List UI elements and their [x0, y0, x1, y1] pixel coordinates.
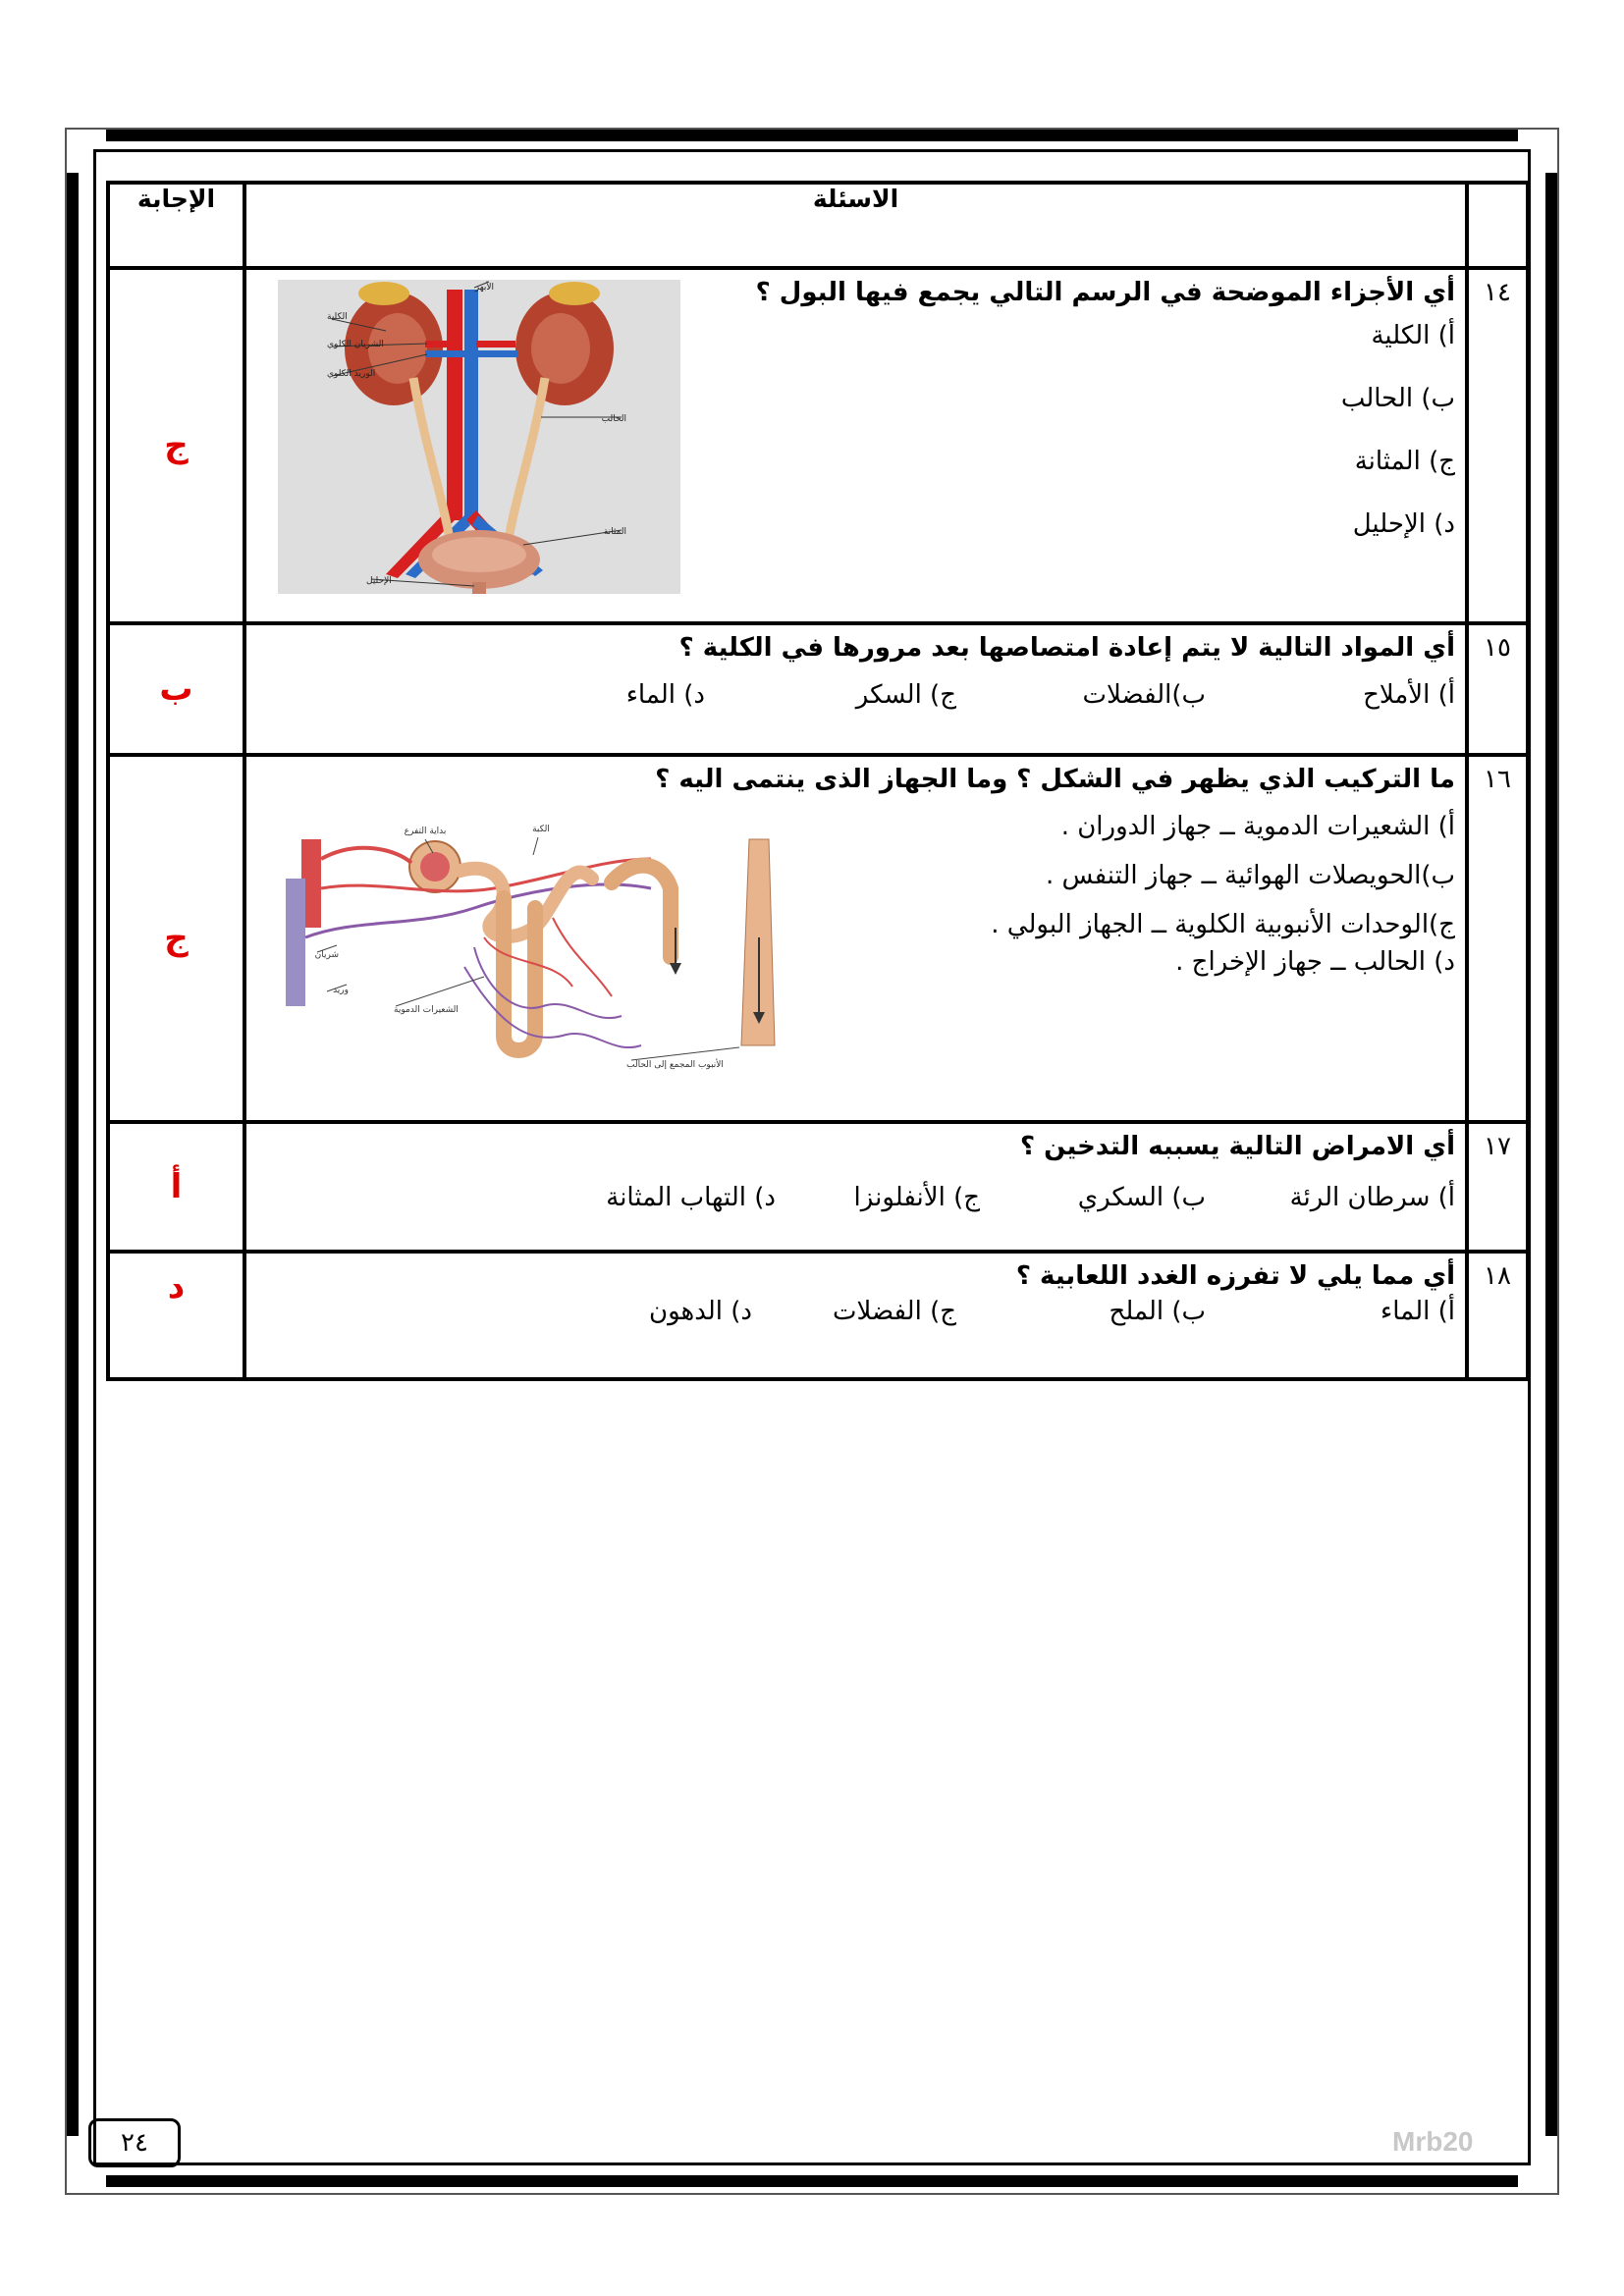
- option-d: د) الماء: [625, 680, 705, 710]
- page-border-bar-left: [67, 173, 79, 2136]
- option-c: ج) المثانة: [1354, 447, 1455, 476]
- option-c: ج) السكر: [855, 680, 956, 710]
- option-c: ج) الأنفلونزا: [853, 1183, 980, 1212]
- page-border-bar-right: [1545, 173, 1557, 2136]
- question-text: ما التركيب الذي يظهر في الشكل ؟ وما الجهاز الذى ينتمى اليه ؟: [655, 765, 1455, 794]
- answer-cell: د: [110, 1254, 243, 1377]
- table-row: [110, 757, 1526, 1120]
- answer-cell: ج: [110, 757, 243, 1120]
- table-row: [110, 1124, 1526, 1250]
- table-header-row: [110, 185, 1526, 266]
- table-row: [110, 270, 1526, 621]
- figure-label: وريد: [333, 986, 349, 995]
- nephron-figure: [278, 820, 808, 1075]
- figure-label: الشريان الكلوي: [327, 340, 384, 349]
- answer-cell: أ: [110, 1124, 243, 1250]
- question-text: أي الأجزاء الموضحة في الرسم التالي يجمع فيها البول ؟: [755, 278, 1455, 307]
- option-a: أ) سرطان الرئة: [1289, 1183, 1455, 1212]
- header-answer: الإجابة: [110, 185, 243, 266]
- option-b: ب) الحالب: [1340, 384, 1455, 413]
- header-questions: الاسئلة: [246, 185, 1465, 266]
- figure-label: الشعيرات الدموية: [394, 1005, 459, 1015]
- figure-label: الإحليل: [366, 576, 392, 586]
- table-row: [110, 1254, 1526, 1377]
- option-d: د) الإحليل: [1352, 509, 1455, 539]
- option-d: د) التهاب المثانة: [606, 1183, 776, 1212]
- questions-table: [106, 181, 1530, 1381]
- question-text: أي الامراض التالية يسببه التدخين ؟: [1020, 1132, 1455, 1161]
- options-row: [256, 1183, 1455, 1212]
- options-row: [256, 680, 1455, 710]
- option-b: ب)الفضلات: [1082, 680, 1206, 710]
- figure-label: شريان: [314, 950, 339, 960]
- page-number: ٢٤: [88, 2118, 181, 2167]
- option-a: أ) الماء: [1380, 1297, 1455, 1326]
- option-a: أ) الشعيرات الدموية ــ جهاز الدوران .: [1060, 812, 1455, 841]
- figure-label: الحالب: [601, 414, 626, 424]
- question-text: أي مما يلي لا تفرزه الغدد اللعابية ؟: [1015, 1261, 1455, 1291]
- question-cell: [246, 1254, 1465, 1377]
- option-a: أ) الكلية: [1371, 321, 1455, 350]
- question-cell: [246, 1124, 1465, 1250]
- page-border-bar-bottom: [106, 2175, 1518, 2187]
- question-cell: [246, 625, 1465, 753]
- figure-label: الأنبوب المجمع إلى الحالب: [626, 1060, 724, 1070]
- question-text: أي المواد التالية لا يتم إعادة امتصاصها بعد مرورها في الكلية ؟: [678, 633, 1455, 663]
- option-b: ب) السكري: [1077, 1183, 1206, 1212]
- question-cell: [246, 757, 1465, 1120]
- figure-label: الكلية: [327, 312, 348, 322]
- figure-label: الوريد الكلوي: [327, 369, 376, 379]
- question-number: ١٦: [1469, 757, 1526, 1120]
- page-border-bar-top: [106, 130, 1518, 141]
- option-d: د) الحالب ــ جهاز الإخراج .: [1175, 947, 1455, 977]
- table-row: [110, 625, 1526, 753]
- option-c: ج) الفضلات: [832, 1297, 956, 1326]
- figure-label: الكبة: [532, 825, 550, 834]
- question-number: ١٥: [1469, 625, 1526, 753]
- urinary-system-figure: [278, 280, 680, 594]
- option-d: د) الدهون: [648, 1297, 752, 1326]
- question-number: ١٤: [1469, 270, 1526, 621]
- option-c: ج)الوحدات الأنبوبية الكلوية ــ الجهاز البولي .: [991, 910, 1455, 939]
- figure-label: بداية التفرع: [404, 827, 447, 836]
- question-cell: [246, 270, 1465, 621]
- figure-label: الأبهر: [474, 283, 494, 293]
- option-b: ب) الملح: [1109, 1297, 1206, 1326]
- answer-cell: ج: [110, 270, 243, 621]
- watermark: Mrb20: [1392, 2126, 1474, 2157]
- options-row: [256, 1297, 1455, 1326]
- figure-label: المثانة: [603, 527, 626, 537]
- option-a: أ) الأملاح: [1363, 680, 1455, 710]
- header-number: [1469, 185, 1526, 266]
- question-number: ١٨: [1469, 1254, 1526, 1377]
- question-number: ١٧: [1469, 1124, 1526, 1250]
- option-b: ب)الحويصلات الهوائية ــ جهاز التنفس .: [1045, 861, 1455, 890]
- answer-cell: ب: [110, 625, 243, 753]
